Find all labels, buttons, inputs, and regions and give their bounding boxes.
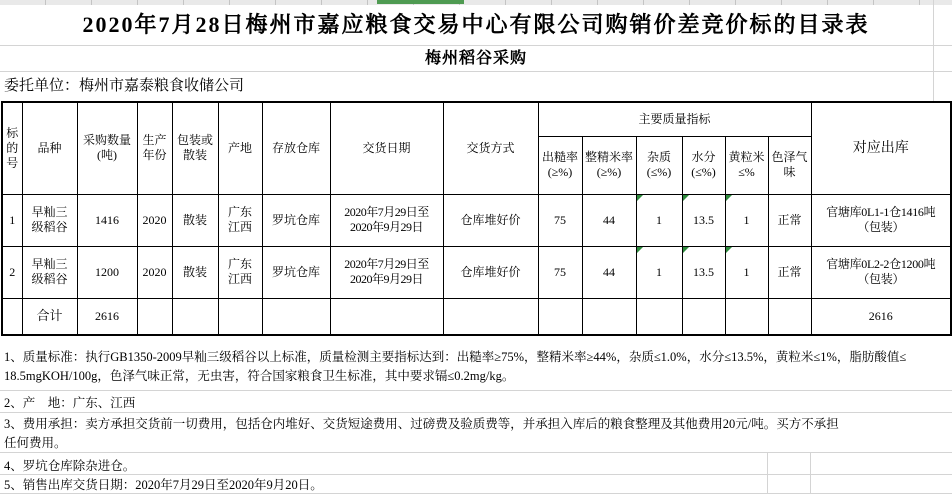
cell-yellow-grain [725, 246, 768, 298]
cell-moisture [682, 194, 725, 246]
page-subtitle: 梅州稻谷采购 [424, 50, 527, 67]
gridline-vertical [933, 0, 934, 101]
cell-empty [218, 298, 262, 335]
table-row [2, 194, 951, 246]
total-outbound: 2616 [811, 298, 951, 335]
cell-moisture-value: 13.5 [693, 264, 714, 279]
cell-quantity: 1416 [77, 194, 137, 246]
col-header-variety: 品种 [22, 102, 77, 194]
error-indicator-triangle [637, 195, 643, 201]
cell-packing: 散装 [172, 246, 218, 298]
cell-empty [636, 298, 682, 335]
cell-empty [682, 298, 725, 335]
cell-milled-rice-rate: 44 [582, 246, 636, 298]
cell-origin: 广东 江西 [218, 194, 262, 246]
cell-empty [768, 298, 811, 335]
cell-yellow-grain-value: 1 [743, 212, 750, 227]
cell-outbound: 官塘库0L2-2仓1200吨 （包装） [811, 246, 951, 298]
cell-color-odor: 正常 [768, 194, 811, 246]
col-header-impurity: 杂质 (≤%) [636, 136, 682, 194]
footnote-quality-standard [0, 341, 952, 391]
total-label: 合计 [22, 298, 77, 335]
cell-delivery-method: 仓库堆好价 [443, 246, 538, 298]
table-row [2, 246, 951, 298]
cell-moisture-value: 13.5 [693, 212, 714, 227]
footnote-line: 18.5mgKOH/100g，色泽气味正常，无虫害，符合国家粮食卫生标准，其中要求镉≤0.2mg/kg。 [4, 369, 515, 383]
cell-empty [443, 298, 538, 335]
cell-color-odor: 正常 [768, 246, 811, 298]
cell-empty [725, 298, 768, 335]
col-header-yellow-grain: 黄粒米 ≤% [725, 136, 768, 194]
selected-column-highlight [377, 0, 464, 4]
footnote-line: 2、产 地：广东、江西 [4, 396, 136, 410]
cell-impurity [636, 194, 682, 246]
col-header-origin: 产地 [218, 102, 262, 194]
footnote-origin [0, 391, 952, 413]
cell-empty [137, 298, 172, 335]
col-header-delivery-date: 交货日期 [330, 102, 443, 194]
cell-moisture [682, 246, 725, 298]
total-row [2, 298, 951, 335]
cell-year: 2020 [137, 246, 172, 298]
footnote-cost-bearing [0, 413, 952, 453]
cell-outbound: 官塘库0L1-1仓1416吨 （包装） [811, 194, 951, 246]
page-title: 2020年7月28日梅州市嘉应粮食交易中心有限公司购销价差竞价标的目录表 [82, 12, 870, 37]
col-header-moisture: 水分 (≤%) [682, 136, 725, 194]
gridline-vertical [810, 453, 811, 493]
error-indicator-triangle [637, 247, 643, 253]
col-header-bid-no: 标的号 [2, 102, 22, 194]
cell-warehouse: 罗坑仓库 [262, 246, 330, 298]
cell-impurity-value: 1 [656, 264, 662, 279]
total-quantity: 2616 [77, 298, 137, 335]
cell-empty [262, 298, 330, 335]
cell-delivery-date: 2020年7月29日至 2020年9月29日 [330, 194, 443, 246]
cell-quantity: 1200 [77, 246, 137, 298]
col-header-husking-rate: 出糙率 (≥%) [538, 136, 582, 194]
cell-impurity-value: 1 [656, 212, 662, 227]
cell-packing: 散装 [172, 194, 218, 246]
col-header-quality-group: 主要质量指标 [538, 102, 811, 136]
col-header-year: 生产 年份 [137, 102, 172, 194]
error-indicator-triangle [726, 195, 732, 201]
cell-yellow-grain [725, 194, 768, 246]
cell-bid-no: 1 [2, 194, 22, 246]
cell-delivery-date: 2020年7月29日至 2020年9月29日 [330, 246, 443, 298]
cell-empty [172, 298, 218, 335]
footnote-line: 1、质量标准：执行GB1350-2009早籼三级稻谷以上标准，质量检测主要指标达到：出糙率≥75%，整精米率≥44%，杂质≤1.0%，水分≤13.5%，黄粒米≤1%，脂肪酸值≤ [4, 350, 907, 364]
cell-husking-rate: 75 [538, 246, 582, 298]
col-header-color-odor: 色泽气 味 [768, 136, 811, 194]
cell-empty [2, 298, 22, 335]
cell-impurity [636, 246, 682, 298]
col-header-delivery-method: 交货方式 [443, 102, 538, 194]
cell-year: 2020 [137, 194, 172, 246]
cell-empty [330, 298, 443, 335]
cell-origin: 广东 江西 [218, 246, 262, 298]
cell-empty [582, 298, 636, 335]
footnote-line: 3、费用承担：卖方承担交货前一切费用，包括仓内堆好、交货短途费用、过磅费及验质费等，并承担入库后的粮食整理及其他费用20元/吨。买方不承担 [4, 417, 839, 431]
col-header-quantity: 采购数量 (吨) [77, 102, 137, 194]
cell-empty [538, 298, 582, 335]
cell-variety: 早籼三 级稻谷 [22, 246, 77, 298]
col-header-packing: 包装或 散装 [172, 102, 218, 194]
cell-variety: 早籼三 级稻谷 [22, 194, 77, 246]
cell-warehouse: 罗坑仓库 [262, 194, 330, 246]
col-header-outbound: 对应出库 [811, 102, 951, 194]
error-indicator-triangle [726, 247, 732, 253]
cell-delivery-method: 仓库堆好价 [443, 194, 538, 246]
cell-milled-rice-rate: 44 [582, 194, 636, 246]
cell-yellow-grain-value: 1 [743, 264, 750, 279]
footnote-line: 5、销售出库交货日期：2020年7月29日至2020年9月20日。 [4, 478, 323, 492]
error-indicator-triangle [683, 195, 689, 201]
bidding-catalog-table [1, 101, 952, 336]
gridline-vertical [767, 453, 768, 493]
footnote-line: 任何费用。 [4, 436, 67, 450]
cell-husking-rate: 75 [538, 194, 582, 246]
client-unit-line: 委托单位：梅州市嘉泰粮食收储公司 [4, 78, 245, 94]
col-header-warehouse: 存放仓库 [262, 102, 330, 194]
footnote-line: 4、罗坑仓库除杂进仓。 [4, 459, 136, 473]
error-indicator-triangle [683, 247, 689, 253]
col-header-milled-rice-rate: 整精米率 (≥%) [582, 136, 636, 194]
cell-bid-no: 2 [2, 246, 22, 298]
